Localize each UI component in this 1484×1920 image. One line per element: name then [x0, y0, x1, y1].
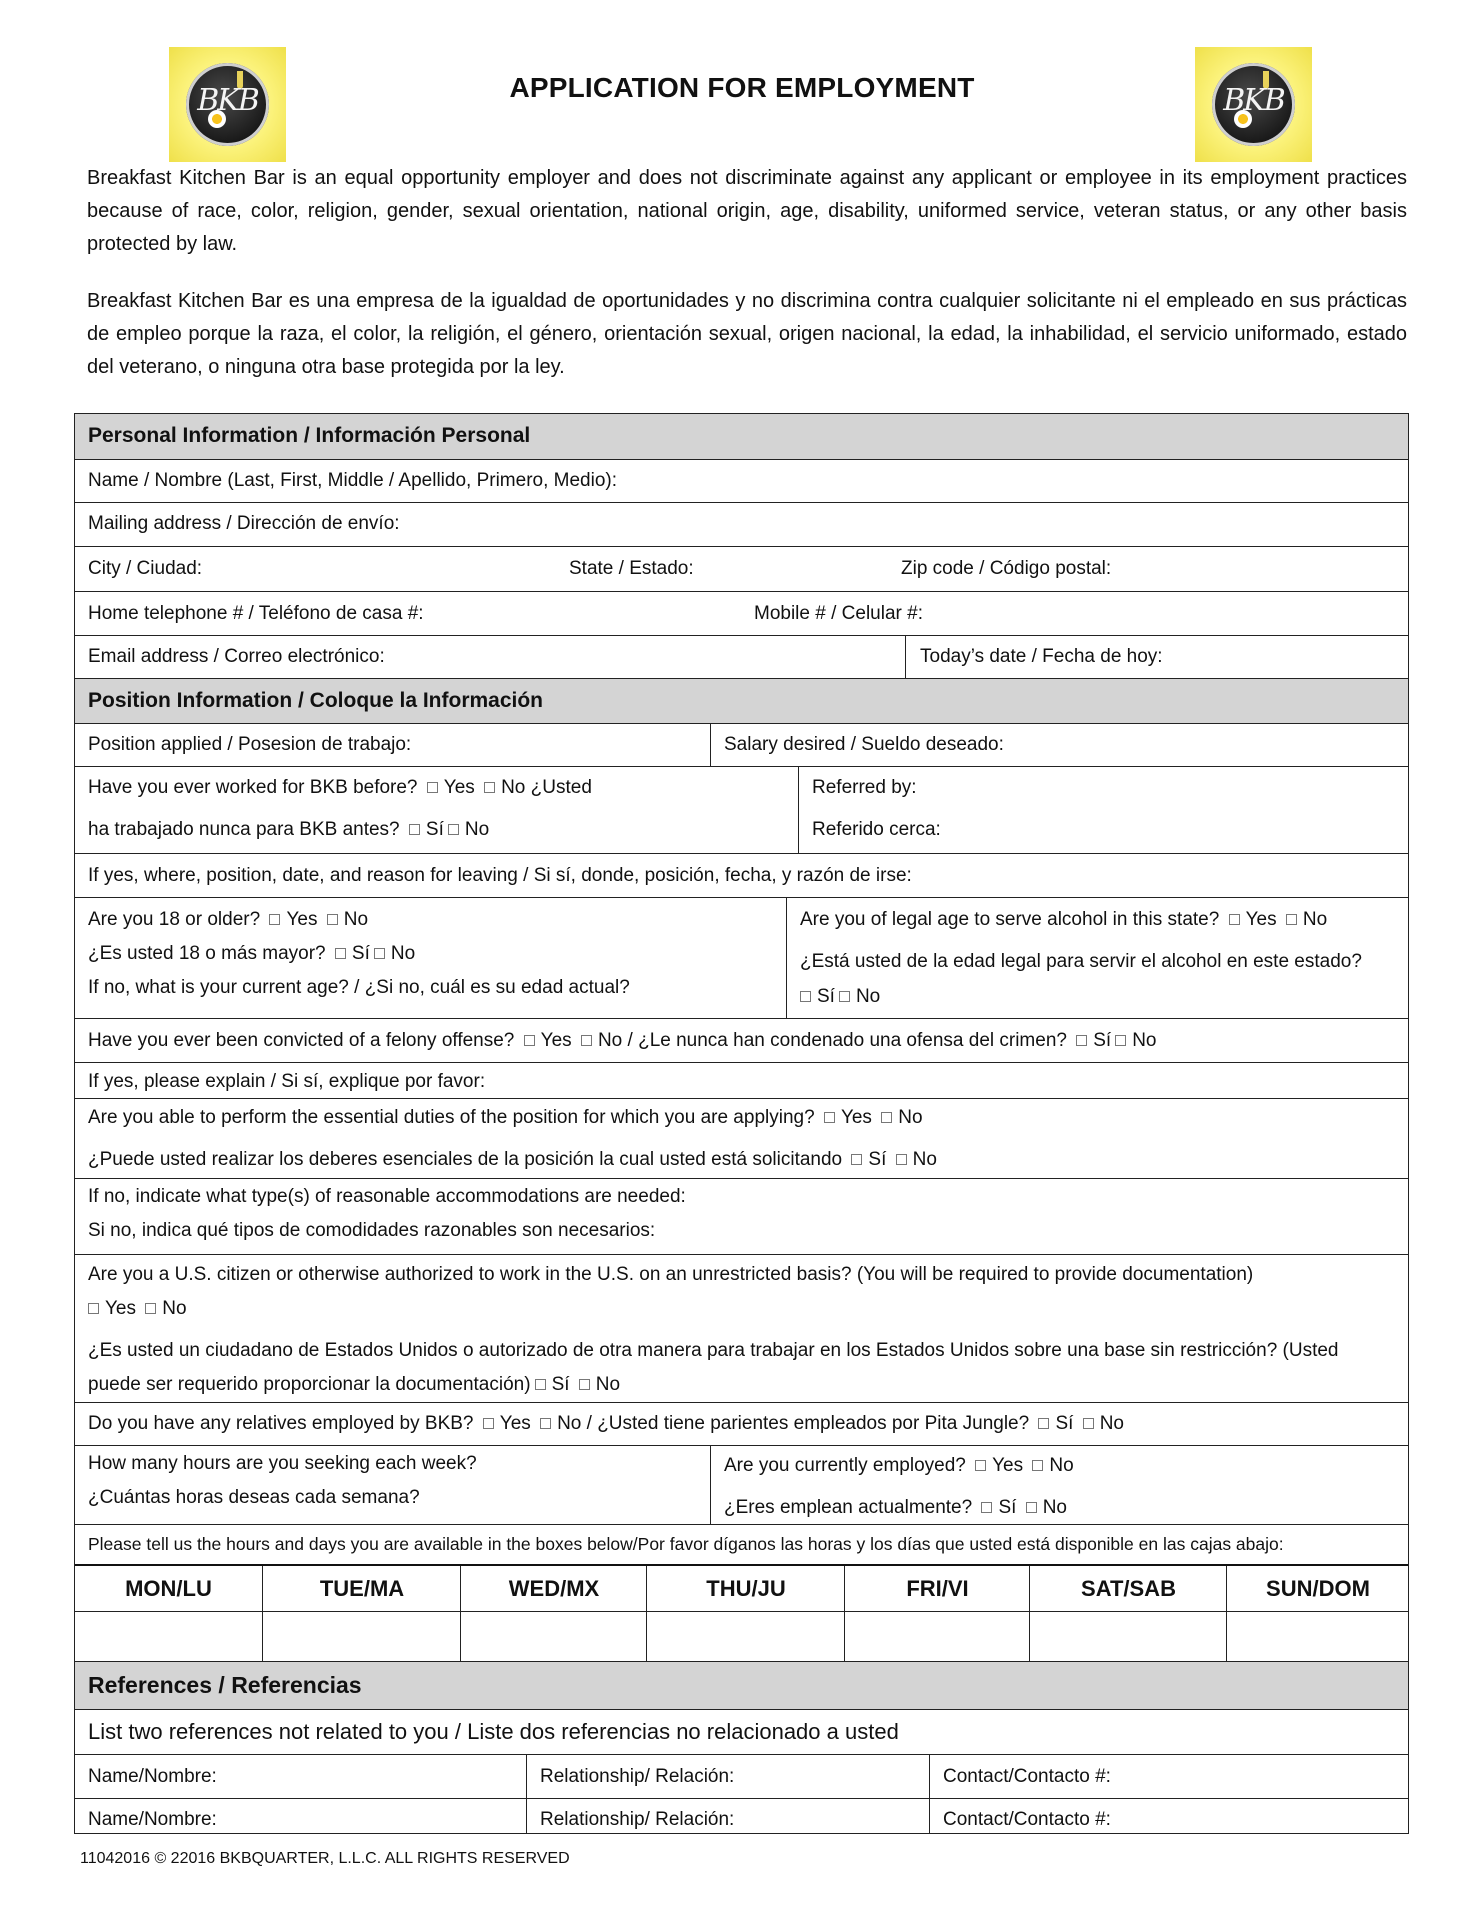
- logo-letters: BKB: [1223, 83, 1284, 118]
- ref2-relationship-label[interactable]: Relationship/ Relación:: [540, 1809, 735, 1830]
- no-label: No: [1302, 909, 1328, 930]
- ref1-name-label[interactable]: Name/Nombre:: [88, 1766, 217, 1787]
- age18-en: [88, 909, 368, 931]
- ref2-contact-label[interactable]: Contact/Contacto #:: [943, 1809, 1111, 1830]
- ref1-contact-label[interactable]: Contact/Contacto #:: [943, 1766, 1111, 1787]
- no-label: No: [501, 777, 526, 798]
- legal-alcohol-en-text: Are you of legal age to serve alcohol in this state?: [800, 909, 1220, 930]
- age18-en-text: Are you 18 or older?: [88, 909, 261, 930]
- relatives-en-text: Do you have any relatives employed by BKB?: [88, 1413, 474, 1434]
- si-label: Sí: [351, 943, 370, 964]
- logo-letters: BKB: [197, 83, 258, 118]
- hours-es[interactable]: ¿Cuántas horas deseas cada semana?: [88, 1487, 420, 1508]
- citizen-no-es-checkbox[interactable]: [579, 1379, 590, 1390]
- sun-hours-cell[interactable]: [1226, 1612, 1409, 1661]
- references-heading: References / Referencias: [88, 1672, 362, 1698]
- divider: [710, 1446, 711, 1524]
- phone-row[interactable]: [75, 591, 1408, 635]
- si-label: Sí: [998, 1497, 1017, 1518]
- felony-no-checkbox[interactable]: [581, 1035, 592, 1046]
- age18-si-checkbox[interactable]: [335, 948, 346, 959]
- references-section-header: [75, 1661, 1408, 1709]
- mon-hours-cell[interactable]: [75, 1612, 262, 1661]
- relatives-si-checkbox[interactable]: [1038, 1418, 1049, 1429]
- position-section-header: [75, 678, 1408, 723]
- si-label: Sí: [551, 1374, 570, 1395]
- day-sun: SUN/DOM: [1226, 1566, 1409, 1611]
- relatives-no-es-checkbox[interactable]: [1083, 1418, 1094, 1429]
- mobile-label: Mobile # / Celular #:: [754, 603, 923, 624]
- no-label: No: [1042, 1497, 1067, 1518]
- city-state-zip-row[interactable]: [75, 546, 1408, 591]
- relatives-yes-checkbox[interactable]: [483, 1418, 494, 1429]
- felony-row: [75, 1018, 1408, 1062]
- duties-no-es-checkbox[interactable]: [896, 1154, 907, 1165]
- page-title: APPLICATION FOR EMPLOYMENT: [509, 72, 975, 103]
- employed-si-checkbox[interactable]: [981, 1502, 992, 1513]
- alcohol-no-es-checkbox[interactable]: [839, 991, 850, 1002]
- employed-es-text: ¿Eres emplean actualmente?: [724, 1497, 973, 1518]
- relatives-question: [88, 1413, 1124, 1435]
- email-date-row[interactable]: [75, 635, 1408, 678]
- personal-heading: Personal Information / Información Personal: [88, 424, 531, 447]
- mailing-row[interactable]: [75, 502, 1408, 546]
- yes-label: Yes: [992, 1455, 1024, 1476]
- mailing-label: Mailing address / Dirección de envío:: [88, 513, 400, 534]
- no-label: No: [855, 986, 881, 1007]
- citizen-es-2-text: puede ser requerido proporcionar la documentación): [88, 1374, 531, 1395]
- citizen-es-2: [88, 1374, 620, 1396]
- divider: [526, 1755, 527, 1798]
- si-label: Sí: [1093, 1030, 1112, 1051]
- no-label: No: [1049, 1455, 1074, 1476]
- age18-no-checkbox[interactable]: [327, 914, 338, 925]
- referred-es-label[interactable]: Referido cerca:: [812, 819, 941, 840]
- city-label: City / Ciudad:: [88, 558, 203, 579]
- accom-en: If no, indicate what type(s) of reasonable accommodations are needed:: [88, 1186, 686, 1207]
- worked-no-es-checkbox[interactable]: [448, 824, 459, 835]
- yes-label: Yes: [443, 777, 475, 798]
- thu-hours-cell[interactable]: [646, 1612, 845, 1661]
- worked-before-es-text: ha trabajado nunca para BKB antes?: [88, 819, 400, 840]
- zip-label: Zip code / Código postal:: [901, 558, 1112, 579]
- legal-alcohol-es: ¿Está usted de la edad legal para servir el alcohol en este estado?: [800, 951, 1362, 972]
- current-age-label[interactable]: If no, what is your current age? / ¿Si no, cuál es su edad actual?: [88, 977, 630, 998]
- yes-label: Yes: [286, 909, 318, 930]
- citizen-en-options: [84, 1298, 187, 1320]
- no-label: No: [595, 1374, 621, 1395]
- si-label: Sí: [1055, 1413, 1074, 1434]
- ref1-relationship-label[interactable]: Relationship/ Relación:: [540, 1766, 735, 1787]
- divider: [905, 636, 906, 678]
- legal-alcohol-en: [800, 909, 1327, 931]
- email-label: Email address / Correo electrónico:: [88, 646, 385, 667]
- personal-section-header: [75, 414, 1408, 459]
- felony-es-text: / ¿Le nunca han condenado una ofensa del crimen?: [627, 1030, 1067, 1051]
- alcohol-si-checkbox[interactable]: [800, 991, 811, 1002]
- no-label: No: [557, 1413, 582, 1434]
- yes-label: Yes: [540, 1030, 572, 1051]
- felony-yes-checkbox[interactable]: [524, 1035, 535, 1046]
- felony-en-text: Have you ever been convicted of a felony offense?: [88, 1030, 515, 1051]
- ref2-name-label[interactable]: Name/Nombre:: [88, 1809, 217, 1830]
- days-input-row: [75, 1611, 1408, 1661]
- references-instruction: List two references not related to you / Liste dos referencias no relacionado a usted: [88, 1719, 899, 1744]
- felony-si-checkbox[interactable]: [1076, 1035, 1087, 1046]
- employed-no-es-checkbox[interactable]: [1026, 1502, 1037, 1513]
- duties-es-text: ¿Puede usted realizar los deberes esenciales de la posición la cual usted está solicitando: [88, 1149, 843, 1170]
- worked-before-es-tail: ¿Usted: [530, 777, 592, 798]
- yes-label: Yes: [840, 1107, 872, 1128]
- no-label: No: [898, 1107, 923, 1128]
- age-row: [75, 897, 1408, 1018]
- citizen-no-checkbox[interactable]: [145, 1303, 156, 1314]
- employed-yes-checkbox[interactable]: [975, 1460, 986, 1471]
- accommodations-row[interactable]: [75, 1178, 1408, 1254]
- date-label: Today’s date / Fecha de hoy:: [920, 646, 1163, 667]
- yes-label: Yes: [1245, 909, 1277, 930]
- alcohol-yes-checkbox[interactable]: [1229, 914, 1240, 925]
- felony-no-es-checkbox[interactable]: [1115, 1035, 1126, 1046]
- employed-en-text: Are you currently employed?: [724, 1455, 966, 1476]
- referred-by-label[interactable]: Referred by:: [812, 777, 917, 798]
- copyright-footer: 11042016 © 22016 BKBQUARTER, L.L.C. ALL RIGHTS RESERVED: [80, 1850, 570, 1867]
- day-fri: FRI/VI: [844, 1566, 1030, 1611]
- employed-no-checkbox[interactable]: [1032, 1460, 1043, 1471]
- relatives-row: [75, 1402, 1408, 1445]
- duties-yes-checkbox[interactable]: [824, 1112, 835, 1123]
- divider: [526, 1799, 527, 1834]
- days-header-row: [75, 1564, 1408, 1611]
- intro-spanish: Breakfast Kitchen Bar es una empresa de la igualdad de oportunidades y no discrimina contra cualquier solicitante ni el empleado en sus prácticas de empleo porque la raza, el color, la religión, el género, orientación sexual, origen nacional, la edad, la inhabilidad, el servicio uniformado, estado del veterano, o ninguna otra base protegida por la ley.: [87, 290, 1407, 378]
- no-label: No: [390, 943, 416, 964]
- day-wed: WED/MX: [460, 1566, 647, 1611]
- sat-hours-cell[interactable]: [1029, 1612, 1227, 1661]
- worked-before-es: [88, 819, 489, 841]
- si-label: Sí: [425, 819, 444, 840]
- hours-employment-row: [75, 1445, 1408, 1524]
- salary-label: Salary desired / Sueldo deseado:: [724, 734, 1004, 755]
- hours-en[interactable]: How many hours are you seeking each week?: [88, 1453, 477, 1474]
- age18-es-text: ¿Es usted 18 o más mayor?: [88, 943, 326, 964]
- citizen-si-checkbox[interactable]: [535, 1379, 546, 1390]
- employment-form: [74, 413, 1409, 1834]
- divider: [929, 1755, 930, 1798]
- state-label: State / Estado:: [569, 558, 694, 579]
- citizen-en: Are you a U.S. citizen or otherwise authorized to work in the U.S. on an unrestricted basis? (You will be required to provide documentation): [88, 1264, 1254, 1285]
- age18-yes-checkbox[interactable]: [269, 914, 280, 925]
- day-mon: MON/LU: [125, 1576, 212, 1601]
- position-salary-row[interactable]: [75, 723, 1408, 766]
- divider: [710, 724, 711, 766]
- relatives-es-text: / ¿Usted tiene parientes empleados por Pita Jungle?: [586, 1413, 1030, 1434]
- citizen-row: [75, 1254, 1408, 1402]
- intro-english: Breakfast Kitchen Bar is an equal opportunity employer and does not discriminate against any applicant or employee in its employment practices because of race, color, religion, gender, sexual orientation, national origin, age, disability, uniformed service, veteran status, or any other basis protected by law.: [87, 167, 1407, 255]
- references-instruction-row: [75, 1709, 1408, 1754]
- worked-before-en-text: Have you ever worked for BKB before?: [88, 777, 418, 798]
- availability-instruction-row: [75, 1524, 1408, 1564]
- no-label: No: [912, 1149, 937, 1170]
- bkb-logo-right: [1195, 47, 1312, 162]
- relatives-no-checkbox[interactable]: [540, 1418, 551, 1429]
- yes-label: Yes: [499, 1413, 531, 1434]
- alcohol-no-checkbox[interactable]: [1286, 914, 1297, 925]
- employed-es: [724, 1497, 1067, 1519]
- bkb-logo-left: [169, 47, 286, 162]
- name-label: Name / Nombre (Last, First, Middle / Apellido, Primero, Medio):: [88, 470, 618, 491]
- day-sat: SAT/SAB: [1029, 1566, 1227, 1611]
- si-label: Sí: [817, 986, 835, 1007]
- accom-es: Si no, indica qué tipos de comodidades razonables son necesarios:: [88, 1220, 656, 1241]
- si-label: Sí: [868, 1149, 887, 1170]
- explain-label: If yes, please explain / Si sí, explique por favor:: [88, 1071, 486, 1092]
- worked-si-checkbox[interactable]: [409, 824, 420, 835]
- duties-si-checkbox[interactable]: [851, 1154, 862, 1165]
- no-label: No: [343, 909, 369, 930]
- tue-hours-cell[interactable]: [262, 1612, 461, 1661]
- employed-en: [724, 1455, 1074, 1477]
- legal-alcohol-es-options: [796, 986, 880, 1008]
- position-applied-label: Position applied / Posesion de trabajo:: [88, 734, 412, 755]
- divider: [929, 1799, 930, 1834]
- no-label: No: [1099, 1413, 1124, 1434]
- duties-es: [88, 1149, 937, 1171]
- citizen-yes-checkbox[interactable]: [88, 1303, 99, 1314]
- duties-no-checkbox[interactable]: [881, 1112, 892, 1123]
- name-row[interactable]: [75, 459, 1408, 502]
- position-heading: Position Information / Coloque la Información: [88, 689, 544, 712]
- divider: [798, 767, 799, 853]
- no-label: No: [597, 1030, 623, 1051]
- no-label: No: [1132, 1030, 1157, 1051]
- worked-before-en: [88, 777, 592, 799]
- citizen-es-1: ¿Es usted un ciudadano de Estados Unidos o autorizado de otra manera para trabajar en los Estados Unidos sobre una base sin restricción? (Usted: [88, 1340, 1339, 1361]
- no-label: No: [162, 1298, 187, 1319]
- if-yes-where-label: If yes, where, position, date, and reason for leaving / Si sí, donde, posición, fecha, y razón de irse:: [88, 865, 912, 886]
- age18-es: [88, 943, 415, 965]
- availability-label: Please tell us the hours and days you are available in the boxes below/Por favor díganos las horas y los días que usted está disponible en las cajas abajo:: [88, 1534, 1284, 1554]
- day-tue: TUE/MA: [262, 1566, 461, 1611]
- felony-question: [88, 1030, 1157, 1052]
- worked-yes-checkbox[interactable]: [427, 782, 438, 793]
- no-label: No: [464, 819, 490, 840]
- worked-no-checkbox[interactable]: [484, 782, 495, 793]
- home-phone-label: Home telephone # / Teléfono de casa #:: [88, 603, 424, 624]
- reference-row-2: [75, 1798, 1408, 1834]
- duties-row: [75, 1098, 1408, 1178]
- explain-row[interactable]: [75, 1062, 1408, 1098]
- duties-en: [88, 1107, 923, 1129]
- reference-row-1: [75, 1754, 1408, 1798]
- age18-no-es-checkbox[interactable]: [374, 948, 385, 959]
- fri-hours-cell[interactable]: [844, 1612, 1030, 1661]
- day-thu: THU/JU: [646, 1566, 845, 1611]
- divider: [786, 898, 787, 1018]
- yes-label: Yes: [105, 1298, 136, 1319]
- duties-en-text: Are you able to perform the essential duties of the position for which you are applying?: [88, 1107, 815, 1128]
- worked-before-row: [75, 766, 1408, 853]
- wed-hours-cell[interactable]: [460, 1612, 647, 1661]
- previous-employment-row[interactable]: [75, 853, 1408, 897]
